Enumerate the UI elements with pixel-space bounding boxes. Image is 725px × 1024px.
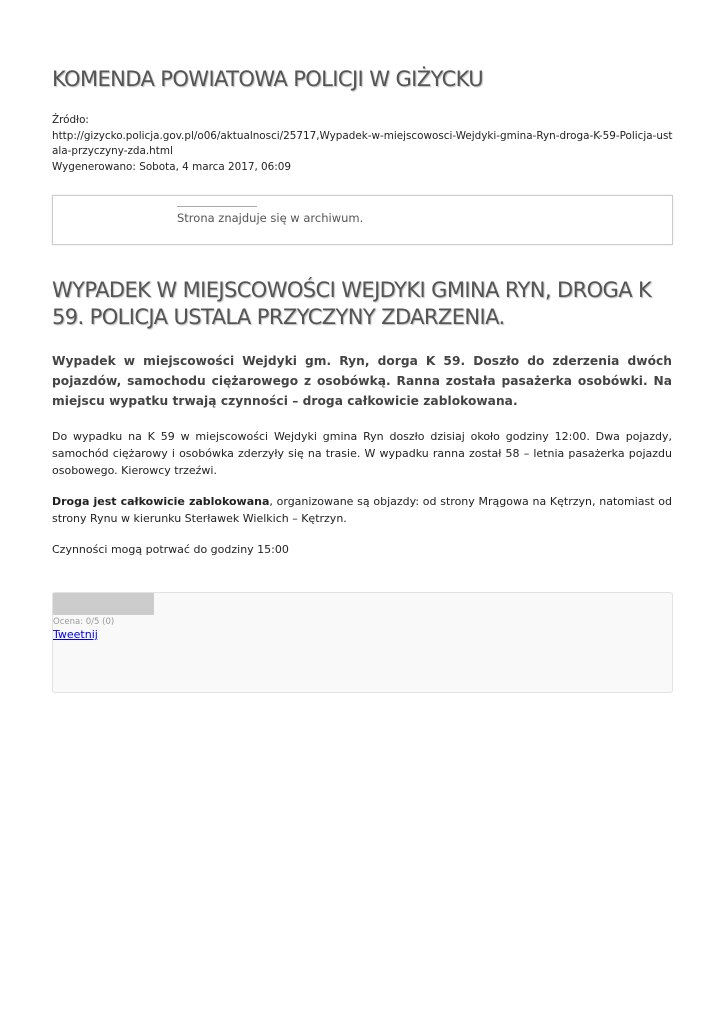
generated-date: Wygenerowano: Sobota, 4 marca 2017, 06:09: [52, 160, 291, 173]
rating-text: Ocena: 0/5 (0): [53, 617, 115, 627]
rating-box: [52, 592, 673, 693]
article-paragraph: [52, 493, 672, 527]
paragraph-bold-text: Droga jest całkowicie zablokowana: [52, 495, 270, 508]
article-paragraph: Do wypadku na K 59 w miejscowości Wejdyki gmina Ryn doszło dzisiaj około godziny 12:00. Dwa pojazdy, samochód ciężarowy i osobówka zderzyły się na trasie. W wypadku ranna został 58 – letnia pasażerka pojazdu osobowego. Kierowcy trzeźwi.: [52, 430, 672, 477]
source-url: http://gizycko.policja.gov.pl/o06/aktualnosci/25717,Wypadek-w-miejscowosci-Wejdyki-gmina-Ryn-droga-K-59-Policja-ustala-przyczyny-zda.html: [52, 129, 673, 157]
source-meta: [52, 113, 674, 175]
article-lead: Wypadek w miejscowości Wejdyki gm. Ryn, dorga K 59. Doszło do zderzenia dwóch pojazdów, samochodu ciężarowego z osobówką. Ranna została pasażerka osobówki. Na miejscu wypatku trwają czynności – droga całkowicie zablokowana.: [52, 354, 672, 408]
article-paragraph: Czynności mogą potrwać do godziny 15:00: [52, 543, 289, 556]
source-label: Źródło:: [52, 114, 89, 126]
paragraph-text: , organizowane są objazdy: od strony Mrągowa na Kętrzyn, natomiast od strony Rynu w kierunku Sterławek Wielkich – Kętrzyn.: [52, 495, 672, 525]
archive-notice-text: Strona znajduje się w archiwum.: [177, 211, 364, 225]
rating-stars[interactable]: [53, 593, 154, 615]
tweet-link[interactable]: Tweetnij: [53, 628, 98, 641]
article-title: WYPADEK W MIEJSCOWOŚCI WEJDYKI GMINA RYN, DROGA K 59. POLICJA USTALA PRZYCZYNY ZDARZENIA.: [52, 278, 652, 329]
archive-notice-box: [52, 195, 673, 245]
site-title: KOMENDA POWIATOWA POLICJI W GIŻYCKU: [52, 67, 484, 91]
archive-divider: [177, 206, 257, 207]
